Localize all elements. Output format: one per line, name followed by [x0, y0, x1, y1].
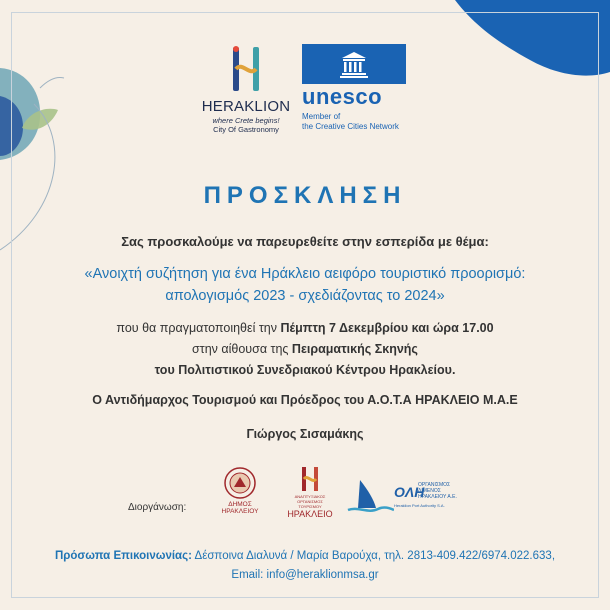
heraklion-logo — [198, 43, 294, 138]
tourism-small-1: ΑΝΑΠΤΥΞΙΑΚΟΣ — [294, 494, 326, 499]
details-line-1 — [0, 321, 610, 335]
port-authority-name — [418, 482, 457, 500]
port-authority-abbr: ΟΛΗ — [394, 484, 425, 500]
subject-line-1: «Ανοιχτή συζήτηση για ένα Ηράκλειο αειφόρο τουριστικό προορισμό: — [84, 266, 526, 282]
municipality-name-line2: ΗΡΑΚΛΕΙΟΥ — [221, 508, 259, 515]
heraklion-tagline: where Crete begins! — [212, 116, 280, 125]
header-logos — [0, 43, 610, 143]
unesco-sub-line2: the Creative Cities Network — [302, 122, 399, 131]
contact-label: Πρόσωπα Επικοινωνίας: — [54, 550, 192, 562]
invitation-title: ΠΡΟΣΚΛΗΣΗ — [203, 182, 407, 209]
tourism-org-small-text — [284, 494, 336, 509]
sail-wave-icon — [346, 476, 394, 516]
unesco-wordmark: unesco — [302, 84, 383, 109]
municipality-name — [215, 501, 265, 515]
organizers-label: Διοργάνωση: — [128, 502, 187, 513]
host-name: Γιώργος Σισαμάκης — [246, 427, 364, 441]
port-name-line1: ΟΡΓΑΝΙΣΜΟΣ — [418, 482, 451, 488]
unesco-temple-icon — [302, 44, 406, 84]
organizers-row — [0, 462, 610, 522]
deputy-mayor-line: Ο Αντιδήμαρχος Τουρισμού και Πρόεδρος του Α.Ο.Τ.Α ΗΡΑΚΛΕΙΟ Μ.Α.Ε — [92, 393, 518, 407]
tourism-h-icon — [284, 464, 336, 494]
port-name-line2: ΛΙΜΕΝΟΣ — [418, 488, 441, 494]
details-line-2 — [0, 342, 610, 356]
port-authority-logo — [346, 476, 486, 516]
contact-email[interactable]: Email: info@heraklionmsa.gr — [231, 569, 379, 581]
tourism-small-3: ΤΟΥΡΙΣΜΟΥ — [298, 504, 322, 509]
unesco-logo — [302, 44, 412, 139]
heraklion-gastronomy: City Of Gastronomy — [213, 125, 279, 134]
heraklion-wordmark: HERAKLION — [201, 98, 291, 115]
unesco-temple-box — [302, 44, 406, 84]
contact-people: Δέσποινα Διαλυνά / Μαρία Βαρούχα, τηλ. 2813-409.422/6974.022.633, — [191, 550, 556, 562]
unesco-sub-line1: Member of — [302, 112, 341, 121]
municipality-name-line1: ΔΗΜΟΣ — [228, 501, 252, 508]
event-venue-hall: Πειραματικής Σκηνής — [291, 342, 418, 356]
event-venue-center: του Πολιτιστικού Συνεδριακού Κέντρου Ηρακλείου. — [154, 363, 456, 377]
details-line-1-prefix: που θα πραγματοποιηθεί την — [116, 321, 281, 335]
tourism-small-2: ΟΡΓΑΝΙΣΜΟΣ — [297, 499, 323, 504]
municipality-logo — [215, 465, 265, 521]
heraklion-h-icon — [198, 43, 294, 98]
port-name-line3: ΗΡΑΚΛΕΙΟΥ Α.Ε. — [418, 494, 457, 500]
port-authority-english: Heraklion Port Authority S.A. — [394, 503, 445, 508]
event-date-time: Πέμπτη 7 Δεκεμβρίου και ώρα 17.00 — [280, 321, 494, 335]
unesco-subtitle — [302, 112, 399, 132]
tourism-org-name: ΗΡΑΚΛΕΙΟ — [287, 509, 333, 519]
subject-line-2: απολογισμός 2023 - σχεδιάζοντας το 2024» — [165, 288, 445, 304]
details-line-2-prefix: στην αίθουσα της — [192, 342, 292, 356]
invite-line: Σας προσκαλούμε να παρευρεθείτε στην εσπερίδα με θέμα: — [121, 234, 489, 249]
contact-line — [0, 550, 610, 562]
municipality-seal-icon — [215, 465, 265, 501]
tourism-org-logo — [284, 464, 336, 520]
